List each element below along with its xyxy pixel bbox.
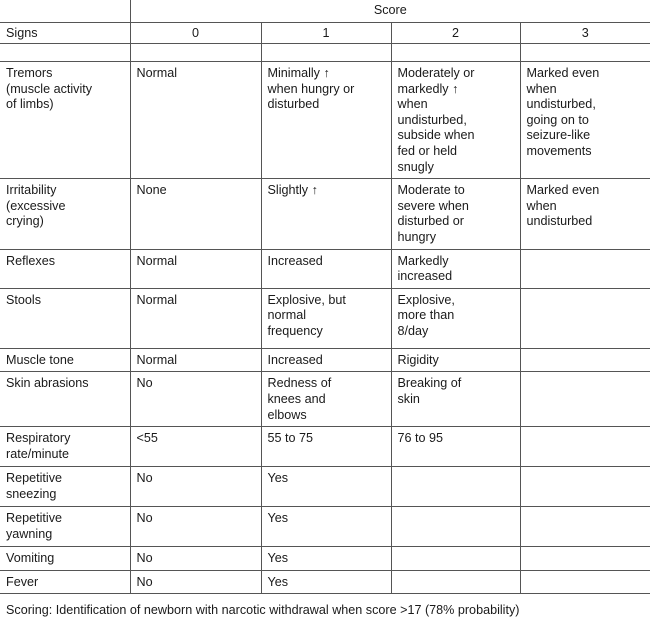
sign-cell: Respiratory rate/minute	[0, 427, 130, 467]
score-0-cell: <55	[130, 427, 261, 467]
score-1-cell: Yes	[261, 570, 391, 594]
table-row	[0, 179, 650, 249]
score-2-cell: Breaking of skin	[391, 372, 520, 427]
score-col-0: 0	[130, 22, 261, 44]
score-3-cell	[520, 467, 650, 507]
scoring-footnote: Scoring: Identification of newborn with narcotic withdrawal when score >17 (78% probability)	[6, 603, 520, 617]
score-2-cell: Moderate to severe when disturbed or hungry	[391, 179, 520, 249]
table-row	[0, 547, 650, 571]
table-row	[0, 507, 650, 547]
score-2-cell	[391, 547, 520, 571]
score-0-cell: Normal	[130, 288, 261, 348]
score-0-cell: No	[130, 547, 261, 571]
score-1-cell: Slightly ↑	[261, 179, 391, 249]
sign-cell: Repetitive yawning	[0, 507, 130, 547]
score-3-cell: Marked even when undisturbed, going on to seizure-like movements	[520, 62, 650, 179]
score-2-cell: 76 to 95	[391, 427, 520, 467]
score-2-cell	[391, 570, 520, 594]
spacer-cell	[391, 44, 520, 62]
score-0-cell: No	[130, 507, 261, 547]
score-1-cell: Explosive, but normal frequency	[261, 288, 391, 348]
spacer-cell	[130, 44, 261, 62]
sign-cell: Irritability (excessive crying)	[0, 179, 130, 249]
score-2-cell: Moderately or markedly ↑ when undisturbed, subside when fed or held snugly	[391, 62, 520, 179]
score-1-cell: Increased	[261, 348, 391, 372]
score-2-cell: Explosive, more than 8/day	[391, 288, 520, 348]
score-3-cell	[520, 348, 650, 372]
table-row	[0, 62, 650, 179]
sign-cell: Stools	[0, 288, 130, 348]
spacer-cell	[261, 44, 391, 62]
table-row	[0, 288, 650, 348]
table-row	[0, 249, 650, 288]
score-3-cell	[520, 288, 650, 348]
sign-cell: Tremors (muscle activity of limbs)	[0, 62, 130, 179]
sign-cell: Repetitive sneezing	[0, 467, 130, 507]
score-0-cell: No	[130, 372, 261, 427]
score-1-cell: Minimally ↑ when hungry or disturbed	[261, 62, 391, 179]
score-3-cell: Marked even when undisturbed	[520, 179, 650, 249]
score-0-cell: No	[130, 467, 261, 507]
score-2-cell	[391, 467, 520, 507]
score-3-cell	[520, 507, 650, 547]
score-3-cell	[520, 427, 650, 467]
sign-cell: Muscle tone	[0, 348, 130, 372]
table-row	[0, 570, 650, 594]
sign-cell: Skin abrasions	[0, 372, 130, 427]
score-0-cell: Normal	[130, 249, 261, 288]
score-1-cell: Yes	[261, 547, 391, 571]
table-row	[0, 348, 650, 372]
score-1-cell: 55 to 75	[261, 427, 391, 467]
sign-cell: Fever	[0, 570, 130, 594]
spacer-cell	[0, 44, 130, 62]
score-3-cell	[520, 372, 650, 427]
score-1-cell: Yes	[261, 507, 391, 547]
score-3-cell	[520, 249, 650, 288]
score-3-cell	[520, 547, 650, 571]
score-0-cell: No	[130, 570, 261, 594]
score-1-cell: Increased	[261, 249, 391, 288]
signs-header: Signs	[0, 22, 130, 44]
score-col-2: 2	[391, 22, 520, 44]
score-0-cell: Normal	[130, 348, 261, 372]
header-blank-cell	[0, 0, 130, 22]
table-body	[0, 62, 650, 594]
score-header: Score	[130, 0, 650, 22]
score-0-cell: None	[130, 179, 261, 249]
score-2-cell: Markedly increased	[391, 249, 520, 288]
sign-cell: Vomiting	[0, 547, 130, 571]
score-2-cell: Rigidity	[391, 348, 520, 372]
table-row	[0, 427, 650, 467]
sign-cell: Reflexes	[0, 249, 130, 288]
score-0-cell: Normal	[130, 62, 261, 179]
spacer-cell	[520, 44, 650, 62]
score-3-cell	[520, 570, 650, 594]
score-1-cell: Yes	[261, 467, 391, 507]
table-row	[0, 467, 650, 507]
score-col-1: 1	[261, 22, 391, 44]
score-2-cell	[391, 507, 520, 547]
table-row	[0, 372, 650, 427]
score-col-3: 3	[520, 22, 650, 44]
score-1-cell: Redness of knees and elbows	[261, 372, 391, 427]
